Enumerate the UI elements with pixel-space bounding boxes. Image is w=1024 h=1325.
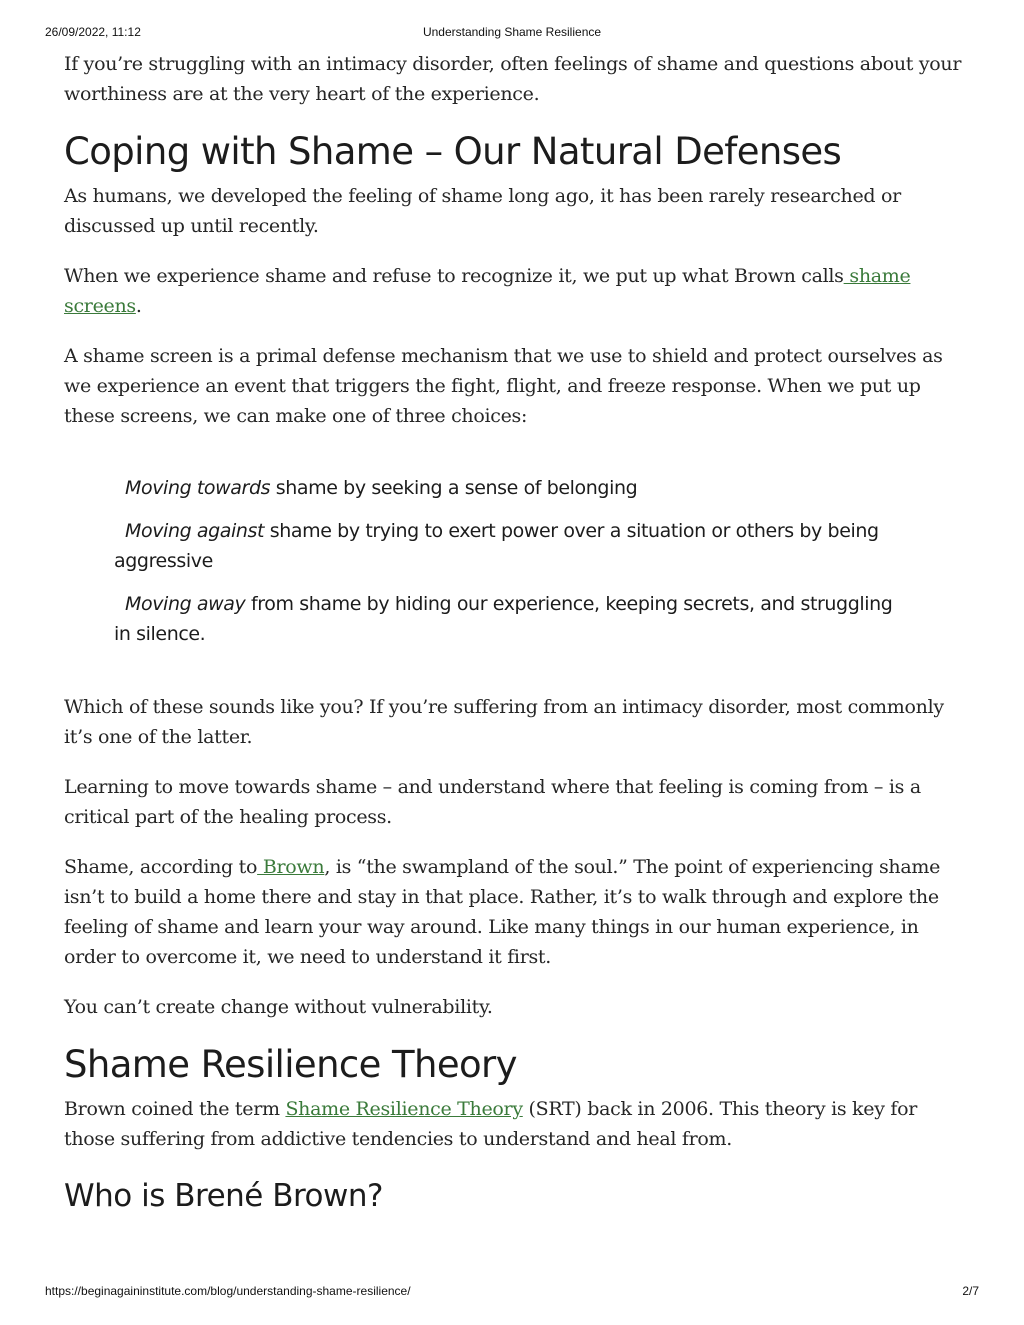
intro-paragraph: If you’re struggling with an intimacy disorder, often feelings of shame and questions about your worthiness are at the very heart of the experience. xyxy=(64,53,962,105)
brown-link[interactable]: Brown xyxy=(257,856,325,878)
choice-text: from shame by hiding our experience, keeping secrets, and struggling in silence. xyxy=(114,593,893,645)
text: When we experience shame and refuse to recognize it, we put up what Brown calls xyxy=(64,265,844,287)
paragraph-vulnerability: You can’t create change without vulnerability. xyxy=(64,996,493,1018)
choices-list xyxy=(64,473,914,649)
list-item xyxy=(114,473,914,503)
choice-text: shame by seeking a sense of belonging xyxy=(270,477,638,499)
article-content xyxy=(64,49,964,1216)
choice-lead: Moving towards xyxy=(125,477,271,499)
print-datetime: 26/09/2022, 11:12 xyxy=(45,25,141,39)
text: , is “the swampland of the soul.” The point of experiencing shame isn’t to build a home there and stay in that place. Rather, it’s to walk through and explore the feeling of shame and learn your way around. Like many things in our human experience, in order to overcome it, we need to understand it first. xyxy=(64,856,941,968)
choice-text: shame by trying to exert power over a situation or others by being aggressive xyxy=(114,520,879,572)
text: Shame, according to xyxy=(64,856,258,878)
paragraph-shame-screen-definition: A shame screen is a primal defense mechanism that we use to shield and protect ourselves as we experience an event that triggers the fight, flight, and freeze response. When we put up these screens, we can make one of three choices: xyxy=(64,345,943,427)
choice-lead: Moving against xyxy=(125,520,265,542)
paragraph-shame-history: As humans, we developed the feeling of shame long ago, it has been rarely researched or discussed up until recently. xyxy=(64,185,901,237)
choice-lead: Moving away xyxy=(125,593,246,615)
print-header xyxy=(45,25,979,41)
text: (SRT) back in 2006. This theory is key for those suffering from addictive tendencies to understand and heal from. xyxy=(64,1098,918,1150)
paragraph-swampland xyxy=(64,852,964,972)
list-item xyxy=(114,516,914,576)
print-url: https://beginagaininstitute.com/blog/understanding-shame-resilience/ xyxy=(45,1284,411,1298)
shame-resilience-theory-link[interactable]: Shame Resilience Theory xyxy=(285,1098,523,1120)
print-footer xyxy=(45,1284,979,1300)
text: Brown coined the term xyxy=(64,1098,286,1120)
section-heading-srt: Shame Resilience Theory xyxy=(64,1043,517,1086)
paragraph-which-sounds: Which of these sounds like you? If you’re suffering from an intimacy disorder, most commonly it’s one of the latter. xyxy=(64,696,944,748)
print-page-title: Understanding Shame Resilience xyxy=(422,25,602,39)
shame-screens-link[interactable]: shame screens xyxy=(64,265,911,317)
section-heading-who-is-brene-brown: Who is Brené Brown? xyxy=(64,1178,383,1214)
paragraph-srt xyxy=(64,1094,964,1154)
paragraph-shame-screens xyxy=(64,261,964,321)
paragraph-learning: Learning to move towards shame – and understand where that feeling is coming from – is a critical part of the healing process. xyxy=(64,776,921,828)
page-number: 2/7 xyxy=(962,1284,979,1298)
list-item xyxy=(114,589,914,649)
text: . xyxy=(135,295,142,317)
section-heading-coping: Coping with Shame – Our Natural Defenses xyxy=(64,130,842,173)
